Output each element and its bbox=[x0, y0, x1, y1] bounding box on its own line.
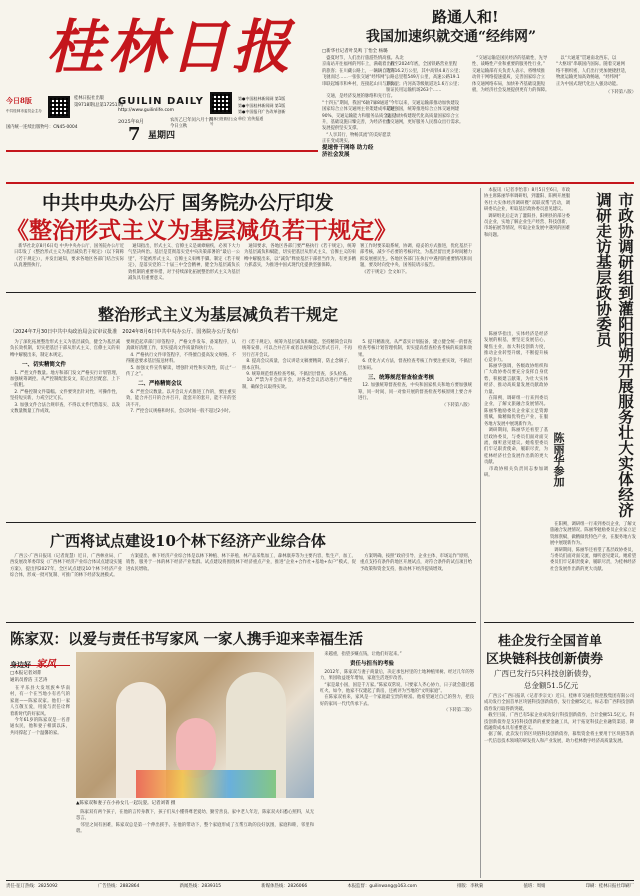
feature-top-rule bbox=[6, 622, 476, 623]
sidebar-body-bottom: 陈丽华指出，实体经济是经济发展的根基，要坚定发展信心，聚焦主业，加大科技创新力度，推动企业转型升级，不断提升核心竞争力。 陈丽华强调，各级政协组织和广大政协委员要充分发挥自身优势，积极建言献策，为壮大实体经济、推动高质量发展贡献政协力量。 在阳朔，调研组一行来到委员企业，了解文旅融合发展情况。陈丽华勉励委员企业家立足资源禀赋，做精做优特色产业，在服务地方发展中展现新作为。 调研期间，陈丽华还看望了基层政协委员，与委员们面对面交流，倾听意见建议。她希望委员们牢记职责使命，履职尽责，为桂林经济社会发展作出新的更大贡献。 市政协相关负责同志参加调研。 bbox=[484, 332, 548, 478]
bond-body: 广西云-广西日报讯（记者李宗文）近日，桂林市交通投资控股集团有限公司成功发行全国首单区块链科技创新债券，发行金额5亿元，标志着广西科技创新债券发行取得新突破。 截至目前，广西已有5家企业成功发行科技创新债券，合计金额51.5亿元。科技创新债券是支持科技创新的重要金融工具，对于拓宽科技企业融资渠道、降低融资成本具有重要意义。 据了解，此次发行的区块链科技创新债券，募集资金将主要用于区块链等新一代信息技术领域的研发投入和产业发展，助力桂林数字经济高质量发展。 bbox=[484, 694, 634, 744]
feature-left-col: 在平乐县大发瑶族乡华南村，有一个在当地小有名气的家庭——陈家双家。他们一家人互敬互爱，用爱与责任诠释着新时代的好家风。 今年61岁的陈家双是一名普通农民，他和妻子相濡以沫，共同撑起了一个温馨的家。 bbox=[10, 686, 70, 736]
traffic-article bbox=[322, 4, 636, 180]
lead-body-col3: 通知要求，各地区各部门要严格执行《若干规定》，统筹为基层减负和赋能，切实把基层从形式主义、官僚主义的束缚中解脱出来，以“减负”释放基层干部担当作为，有更多精力抓落实，为推进中国式现代化提供坚强保障。 bbox=[244, 244, 356, 269]
rules-article bbox=[6, 296, 476, 516]
forest-top-rule bbox=[6, 522, 476, 523]
cn-code: 国内统一连续出版物号：CN45-0004 bbox=[6, 125, 78, 130]
traffic-subhead: 提速骨干网络 助力经 济社会发展 bbox=[322, 145, 374, 159]
forest-headline: 广西将试点建设10个林下经济产业综合体 bbox=[50, 532, 326, 550]
traffic-byline: □新华社记者叶昊鸣 丁怡全 杨璐 bbox=[322, 49, 388, 54]
traffic-body-col3: “交通运输是国民经济的基础性、先导 性、战略性产业和重要的服务性行业。” 交通运输部有关负责人表示，将继续推 动骨干网络提速提质，完善国家综合立 体交通网络布局，加快补齐基础设施短 板，为经济社会发展提供更有力的保障。 bbox=[472, 56, 550, 93]
bond-headline-2: 区块链科技创新债券 bbox=[486, 652, 604, 667]
footer-item: 值班：周娟 bbox=[523, 884, 546, 889]
issue-no: 第9718期(总第17251期) bbox=[74, 102, 124, 108]
rules-section-heading: 二、严格精简会议 bbox=[138, 381, 183, 388]
sidebar-vertical-headline: 市政协调研组到灌阳阳朔开展服务壮大实体经济调研走访基层政协委员 bbox=[594, 192, 635, 518]
index-list bbox=[238, 96, 286, 122]
sidebar-body-top: 本报讯（记者李怡菲）8月5日至6日，市政协主席陈丽华率调研组，到灌阳、阳朔开展服务壮大实体经济调研暨“双联双帮”活动，调研委员企业，听取基层政协委员意见建议。 调研组先后走访了灌阳县、阳朔县的部分委员企业，实地了解企业生产经营、科技创新、市场拓展等情况，听取企业发展中遇到的困难和问题。 bbox=[484, 188, 570, 238]
footer-item: 印刷：桂林日报社印刷厂 bbox=[585, 884, 634, 889]
rules-title: 整治形式主义为基层减负若干规定 bbox=[98, 305, 339, 324]
bond-article bbox=[484, 626, 636, 878]
brand-en: GUILIN DAILY bbox=[118, 96, 204, 107]
index-item: 第●中国桂林新闻网 第1版 bbox=[238, 102, 286, 108]
lead-headline-1: 中共中央办公厅 国务院办公厅印发 bbox=[42, 192, 334, 214]
bond-sub-2: 总金额51.5亿元 bbox=[524, 681, 579, 690]
rules-col1: 为了深化拓展整治形式主义为基层减负，健全为基层减负长效机制，切实把基层干部从形式主义、官僚主义的束缚中解脱出来，制定本规定。 一、切实精简文件 1. 严控文件数量。地方和部门发文严格实行计划管理，加强统筹调控。从严控制配套发文，防止层层配套、上下一般粗。 2. 严格控制文件篇幅。文件要突出针对性、可操作性，坚持短实新，力戒空泛冗长。 3. 加强文件合法合规审查，不得以文件代替落实、以发文数量衡量工作成效。 bbox=[10, 340, 120, 415]
footer-item: 排版：李秋菊 bbox=[456, 884, 484, 889]
photo-caption: ▲陈家双和妻子在小孙女儿一起玩耍。记者刘菁 摄 bbox=[76, 801, 176, 806]
lunar-date: 农历乙巳年闰六月十四 bbox=[170, 118, 213, 123]
footer bbox=[6, 883, 634, 893]
feature-continued: （下转第二版） bbox=[443, 708, 474, 714]
publisher: 桂林日报社出版 bbox=[74, 96, 105, 101]
bond-sub-1: 广西已发行5只科技创新债券， bbox=[494, 669, 597, 678]
lead-article bbox=[6, 188, 476, 288]
footer-rule bbox=[6, 880, 634, 881]
lead-body-col2: 通知指出，形式主义、官僚主义是顽瘴痼疾，必须下大力气坚决纠治。基层是贯彻落实党中央决策部署的“最后一公里”，不能被形式主义、官僚主义束缚手脚。制定《若干规定》，是落实党的二十届三中全会精神，健全为基层减负长效机制的重要举措，对于持续深化拓展整治形式主义为基层减负具有重要意义。 bbox=[128, 244, 240, 282]
traffic-headline: 我国加速织就交通“经纬网” bbox=[366, 29, 537, 45]
photo-child bbox=[176, 718, 216, 778]
traffic-body-col4: 以“大通道”贯通南北西东，以 “大枢纽”串联国内国际。随着交通网 络不断织密，人们出行更加便捷舒适， 物流运输更加高效畅通，“经纬网” 正为中国式现代化注入强劲动能。 （下转第八版） bbox=[556, 56, 636, 95]
feature-byline-2: 通讯员曾洁 王艺涛 bbox=[10, 678, 48, 683]
index-item: 第●中国报刊广告改革创新 bbox=[238, 109, 286, 115]
bond-headline-1: 桂企发行全国首单 bbox=[498, 634, 603, 649]
rules-dateline: （2024年7月30日中共中央政治局会议审议批准 2024年8月6日中共中央办公厅、国务院办公厅发布） bbox=[10, 329, 242, 335]
publisher-info bbox=[74, 96, 123, 109]
feature-byline: □本报记者刘菁 bbox=[10, 671, 42, 676]
rules-col2: 要规范起草部门审签程序，严格文件发布、备案程序，认真做好清理工作，切实提高文件质量和执行力。 4. 严格执行文件审签程序，不得擅自提高发文规格，不得随意要求基层报送材料。 5. 加强文件宣传解读，增强针对性和实效性，防止“一传了之”。 二、严格精简会议 6. 严控会议数量。以开会议方式推进工作的，要注重实效，能合并召开的合并召开，能套开的套开，能不开的坚决不开。 7. 严控会议规格和时长，会议时间一般不超过2小时。 bbox=[126, 340, 236, 415]
sidebar-article bbox=[484, 188, 636, 618]
traffic-kicker: 路通人和! bbox=[432, 8, 499, 26]
today-pages: 今日8版 bbox=[6, 96, 32, 105]
lunar-info bbox=[170, 118, 213, 131]
series-tag-text: 身边好 bbox=[10, 660, 31, 669]
traffic-body-col2: 截至2024年底，全国铁路营业里程 达到16.2万公里，其中高铁4.8万公里； 公路总里程549万公里，高速公路19.1 万公里；内河高等级航道达1.6万公里； 颁证民用运输机场263个…… 今年以来，交通运输部推动加快建设 交通强国，统筹推进综合立体交通网建 设，加快构建现代化高质量国家综合立 体交通网，更好服务人民群众出行需求。 bbox=[386, 62, 464, 125]
qr-code-left bbox=[48, 96, 70, 118]
forest-col2: 方案提出，林下经济产业综合体是以林下种植、林下养殖、林产品采集加工、森林康养等为主要内容，集生产、加工、销售、服务于一体的林下经济产业集群。试点建设将围绕林下经济重点产业，推进“企业+合作社+基地+农户”模式，促进农民增收。 bbox=[126, 554, 356, 572]
feature-mid-col: 陈家双有两个孩子，在他的言传身教下，孩子们从小懂得尊老爱幼、勤劳善良。家中老人年迈，陈家双夫妇悉心照料，从无怨言。 邻里之间有困难，陈家双总是第一个伸出援手。在他的带动下，整个家庭形成了互帮互助的良好氛围，家庭和睦，邻里和谐。 bbox=[76, 810, 314, 835]
site-url: http://www.guilinlife.com bbox=[118, 108, 175, 113]
feature-right-col: 来越重，指望多赚点钱，让他们好起来。” 责任与担当的考验 2012年，陈家双与妻子商量后，决定承包村里的土地种植果树。经过几年的努力，果园收益逐年增加，家庭生活逐步改善。 “家是最小国，国是千万家。”陈家双常说，只要家人齐心协力，日子就会越过越红火。如今，他家不仅建起了新房，还被评为当地的“文明家庭”。 在陈家双看来，家风是一个家庭最宝贵的财富。他希望通过自己的努力，把良好的家风一代代传承下去。 （下转第二版） bbox=[320, 652, 474, 714]
feature-bylines bbox=[10, 670, 47, 684]
solar-term: 今日立秋 bbox=[170, 124, 188, 130]
masthead-title: 桂林日报 bbox=[46, 13, 295, 81]
index-item: 单位 宣传报道 bbox=[238, 115, 264, 121]
traffic-body-col1: 盛夏时节，人们出行旅游热情高涨。从北 京南站开往福州的列车上，满载着出行 的旅客；在川藏公路上，一辆辆自驾车 飞驰而过……一张张交通“经纬网”， 串联起城市和乡村，连接起山川与湖海。 交通，是经济发展的脉络和先行官。 “十四五”期间，我国“6轴7廊8通道” 国家综合立体交通网主骨架建成率超过 90%，交通运输能力和服务品质全面提 升，基础设施日臻完善，为经济社会 发展提供坚实支撑。 “人享其行、物畅其流”的美好愿景 正在变成现实。 提速骨干网络 助力经 济社会发展 bbox=[322, 56, 404, 159]
series-tag bbox=[10, 652, 70, 670]
sidebar-divider bbox=[480, 188, 481, 878]
footer-item: 新闻热线：2839315 bbox=[179, 884, 222, 889]
footer-item: 本报监督：guilinwang@163.com bbox=[347, 884, 417, 889]
footer-item: 广告热线：2882864 bbox=[97, 884, 140, 889]
rules-section-heading: 一、切实精简文件 bbox=[22, 362, 67, 369]
sidebar-body-lower: 在阳朔，调研组一行来到委员企业，了解文旅融合发展情况。陈丽华勉励委员企业家立足资源禀赋，做精做优特色产业，在服务地方发展中展现新作为。 调研期间，陈丽华还看望了基层政协委员，与委员们面对面交流，倾听意见建议。她希望委员们牢记职责使命，履职尽责，为桂林经济社会发展作出新的更大贡献。 bbox=[550, 522, 636, 572]
qr-code-right bbox=[210, 92, 232, 114]
weekday: 星期四 bbox=[148, 131, 176, 141]
feature-photo bbox=[76, 652, 314, 798]
forest-col3: 方案明确，按照“政府引导、企业主体、市场运作”原则，重点支持有条件的地区开展试点，对符合条件的试点项目给予政策和资金支持，推动林下经济提质增效。 bbox=[360, 554, 472, 572]
rules-top-rule bbox=[6, 292, 476, 293]
feature-article bbox=[6, 626, 476, 878]
feature-headline: 陈家双：以爱与责任书写家风 一家人携手迎来幸福生活 bbox=[10, 631, 364, 648]
footer-item: 责任·征订热线：2825092 bbox=[6, 884, 58, 889]
forest-col1: 广西云-广西日报讯（记者庞慧）近日，广西林业局、广西发展改革委印发《广西林下经济产业综合体试点建设实施方案》，提出到2027年，全区试点建设10个林下经济产业综合体，形成一批可复制、可推广的林下经济发展模式。 bbox=[10, 554, 122, 579]
traffic-continued: （下转第八版） bbox=[605, 89, 636, 95]
masthead-rule bbox=[6, 150, 318, 152]
feature-subhead: 责任与担当的考验 bbox=[350, 661, 395, 668]
masthead bbox=[0, 0, 318, 150]
top-divider bbox=[6, 182, 634, 184]
lead-body-col4: 署工作时要采取系统、协调、稳妥的方式推进，优化基层干部考核，减少不必要的考核评比，为基层留出更多时间精力抓发展惠民生。各地区各部门在执行中遇到的重要情况和问题，要及时向党中央、国务院请示报告。 《若干规定》全文如下。 bbox=[360, 244, 472, 275]
series-tag-text-2: 家风 bbox=[36, 659, 57, 670]
today-pages-badge bbox=[6, 96, 46, 114]
lead-body-col1: 新华社北京8月6日电 中共中央办公厅、国务院办公厅近日印发了《整治形式主义为基层减负若干规定》（以下简称《若干规定》），并发出通知，要求各地区各部门结合实际认真遵照执行。 bbox=[14, 244, 124, 269]
footer-item: 新媒体热线：2826066 bbox=[261, 884, 308, 889]
rules-col3: 行《若干规定》，统筹为基层减负和赋能。坚持精简会议和统筹安排，可以合并召开或者以视频会议形式召开，不再另行召开会议。 8. 提高会议质量，会议讲话文稿要精简，防止念稿子、照本宣科。 9. 统筹规范督查检查考核，不搞层层督查、多头检查。 10. 严禁为开会而开会，对各类会议活动进行严格控制，确保会议取得实效。 bbox=[242, 340, 352, 390]
photo-toys bbox=[136, 770, 276, 798]
date-ym: 2025年8月 bbox=[118, 119, 144, 125]
date-day: 7 bbox=[128, 124, 141, 145]
rules-col4: 5. 提升精准度。从严落实计划报备，建立健全统一的督查检查考核计划管理机制，切实提高督查检查考核的质量和效果。 6. 优化方式方法，督查检查考核工作要注重实效，不搞层层加码。 三、统筹规范督查检查考核 12. 加强统筹督查检查，中央和国家机关和地方要加强统筹，同一时间、同一对象开展的督查检查考核原则上要合并进行。 （下转第八版） bbox=[358, 340, 472, 408]
forest-article bbox=[6, 526, 476, 618]
party-label: 中共桂林市委员会主办 bbox=[6, 109, 42, 113]
rules-section-heading: 三、统筹规范督查检查考核 bbox=[368, 375, 435, 382]
index-item: 第●中国桂林新闻网 第1版 bbox=[238, 96, 286, 101]
qr-caption: 桂林日报微信公众号 bbox=[210, 117, 238, 126]
lead-headline-2: 《整治形式主义为基层减负若干规定》 bbox=[6, 217, 397, 244]
bond-top-rule bbox=[484, 622, 634, 623]
sidebar-vertical-byline: 陈丽华参加 bbox=[552, 432, 565, 487]
